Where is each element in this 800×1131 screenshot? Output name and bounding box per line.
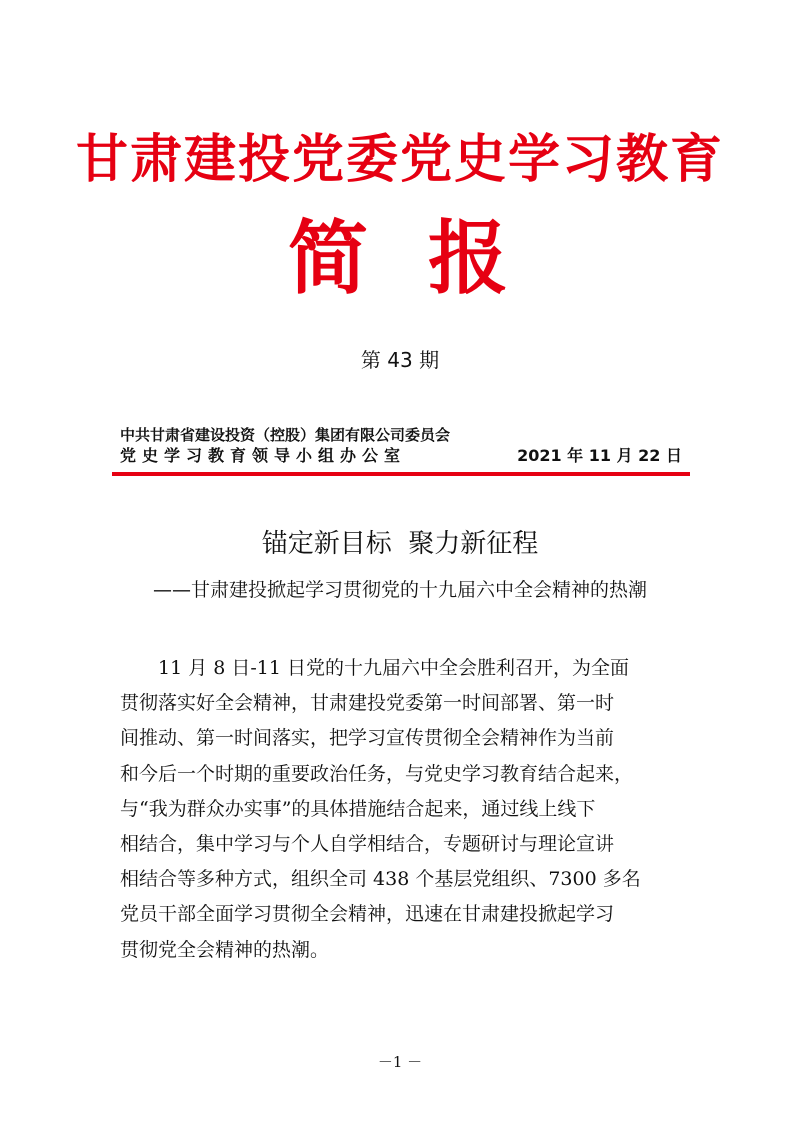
issue-number: 第 43 期 (360, 348, 440, 372)
body-line: 党员干部全面学习贯彻全会精神，迅速在甘肃建投掀起学习 (120, 903, 615, 926)
body-line: 相结合，集中学习与个人自学相结合，专题研讨与理论宣讲 (120, 832, 615, 855)
article-subtitle: ——甘肃建投掀起学习贯彻党的十九届六中全会精神的热潮 (152, 579, 647, 601)
masthead-subtitle (0, 213, 800, 303)
article-body (120, 656, 690, 973)
body-line: 间推动、第一时间落实，把学习宣传贯彻全会精神作为当前 (120, 727, 615, 750)
body-line: 与“我为群众办实事”的具体措施结合起来，通过线上线下 (120, 797, 596, 820)
body-line: 和今后一个时期的重要政治任务，与党史学习教育结合起来， (120, 762, 634, 785)
body-line: 相结合等多种方式，组织全司 438 个基层党组织、7300 多名 (120, 868, 641, 891)
article-title: 锚定新目标 聚力新征程 (261, 529, 539, 559)
issue-date: 2021 年 11 月 22 日 (517, 446, 682, 465)
masthead-title: 甘肃建投党委党史学习教育 (75, 129, 724, 190)
page-number: －1 － (377, 1053, 423, 1071)
masthead-subtitle-char-2: 报 (428, 211, 508, 305)
issuer-org: 中共甘肃省建设投资（控股）集团有限公司委员会 (120, 426, 451, 444)
body-line: 11 月 8 日-11 日党的十九届六中全会胜利召开，为全面 (120, 657, 630, 679)
header-divider (112, 472, 690, 476)
body-line: 贯彻党全会精神的热潮。 (120, 938, 330, 961)
issuer-office: 党史学习教育领导小组办公室 (120, 446, 407, 465)
masthead-subtitle-char-1: 简 (288, 211, 368, 305)
body-line: 贯彻落实好全会精神，甘肃建投党委第一时间部署、第一时 (120, 692, 615, 715)
